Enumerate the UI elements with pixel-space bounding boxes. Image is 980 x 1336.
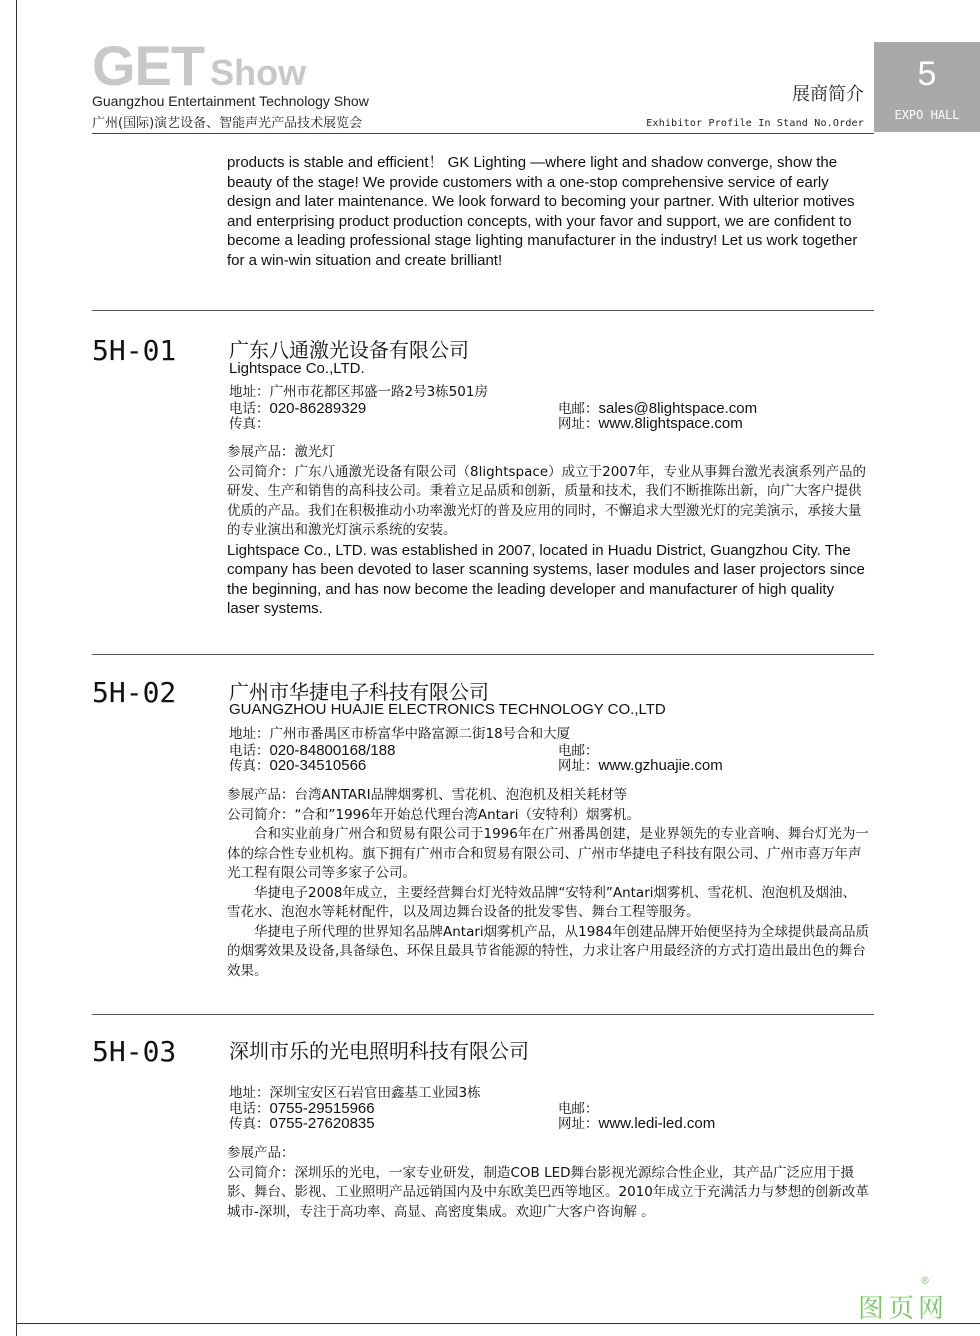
- hall-number: 5: [917, 55, 937, 93]
- company-name-en: GUANGZHOU HUAJIE ELECTRONICS TECHNOLOGY CO.,LTD: [229, 701, 666, 718]
- hall-badge: [874, 42, 980, 132]
- phone-label: 电话：: [229, 401, 270, 417]
- profile-paragraph: 公司简介：“合和”1996年开始总代理台湾Antari（安特利）烟雾机。: [227, 806, 641, 823]
- phone-value: 020-86289329: [269, 400, 367, 417]
- company-name-cn: 广东八通激光设备有限公司: [229, 338, 469, 362]
- company-profile: [227, 786, 869, 981]
- fax-label: 传真：: [229, 416, 270, 432]
- phone-value: 020-84800168/188: [269, 742, 396, 759]
- company-website: [558, 416, 743, 433]
- hall-label: EXPO HALL: [894, 108, 960, 122]
- company-website: [558, 758, 723, 775]
- page-frame-left: [16, 0, 17, 1336]
- exhibited-products: 参展产品：: [227, 1145, 295, 1161]
- exhibited-products: 参展产品：激光灯: [227, 444, 335, 460]
- phone-label: 电话：: [229, 743, 270, 759]
- site-watermark: 图页网: [858, 1294, 949, 1324]
- email-label: 电邮：: [558, 1101, 599, 1117]
- profile-paragraph: 华捷电子所代理的世界知名品牌Antari烟雾机产品，从1984年创建品牌开始便坚持为全球提供最高品质的烟雾效果及设备,具备绿色、环保且最具节省能源的特性，力求让客户用最经济的方式打造出最出色的舞台效果。: [227, 923, 870, 979]
- website-value: www.gzhuajie.com: [598, 757, 723, 774]
- get-show-logo: [92, 34, 307, 97]
- booth-number: 5H-03: [92, 1035, 177, 1068]
- registered-mark: ®: [920, 1276, 930, 1287]
- section-divider: [92, 1014, 874, 1015]
- page-subtitle: Exhibitor Profile In Stand No.Order: [646, 118, 864, 129]
- company-fax: [229, 416, 270, 433]
- logo-show-text: Show: [210, 52, 307, 93]
- website-value: www.ledi-led.com: [598, 1115, 716, 1132]
- intro-paragraph: products is stable and efficient！ GK Lighting —where light and shadow converge, show the beauty of the stage! We provide customers with a one-stop comprehensive service of early design and later maintenance. We look forward to becoming your partner. With ulterior motives and enterprising product production concepts, with your favor and support, we are confident to become a leading professional stage lighting manufacturer in the industry! Let us work together for a win-win situation and create brilliant!: [227, 154, 858, 269]
- company-fax: [229, 758, 366, 775]
- logo-chinese-name: 广州(国际)演艺设备、智能声光产品技术展览会: [92, 116, 363, 131]
- phone-label: 电话：: [229, 1101, 270, 1117]
- company-address: 地址：深圳宝安区石岩官田鑫基工业园3栋: [229, 1085, 481, 1101]
- logo-english-name: Guangzhou Entertainment Technology Show: [92, 93, 369, 109]
- website-value: www.8lightspace.com: [598, 415, 743, 432]
- company-profile: [227, 443, 869, 619]
- company-name-cn: 广州市华捷电子科技有限公司: [229, 680, 489, 704]
- page-frame-bottom: [16, 1323, 980, 1324]
- fax-label: 传真：: [229, 1116, 270, 1132]
- booth-number: 5H-01: [92, 334, 177, 367]
- header-divider: [92, 133, 874, 134]
- website-label: 网址：: [558, 1116, 599, 1132]
- profile-paragraph: 公司简介：广东八通激光设备有限公司（8lightspace）成立于2007年，专业从事舞台激光表演系列产品的研发、生产和销售的高科技公司。秉着立足品质和创新，质量和技术，我们不断推陈出新，向广大客户提供优质的产品。我们在积极推动小功率激光灯的普及应用的同时，不懈追求大型激光灯的完美演示，承接大量的专业演出和激光灯演示系统的安装。: [227, 463, 866, 538]
- profile-english: Lightspace Co., LTD. was established in 2007, located in Huadu District, Guangzhou City. The company has been devoted to laser scanning systems, laser modules and laser projectors since the beginning, and has now become the leading developer and manufacturer of high quality laser systems.: [227, 541, 865, 617]
- section-divider: [92, 654, 874, 655]
- company-profile: [227, 1144, 869, 1222]
- fax-label: 传真：: [229, 758, 270, 774]
- email-label: 电邮：: [558, 401, 599, 417]
- exhibited-products: 参展产品：台湾ANTARI品牌烟雾机、雪花机、泡泡机及相关耗材等: [227, 787, 628, 803]
- email-label: 电邮：: [558, 743, 599, 759]
- company-website: [558, 1116, 715, 1133]
- profile-paragraph: 公司简介：深圳乐的光电，一家专业研发，制造COB LED舞台影视光源综合性企业，其产品广泛应用于摄影、舞台、影视、工业照明产品远销国内及中东欧美巴西等地区。2010年成立于充满活力与梦想的创新改革城市-深圳，专注于高功率、高显、高密度集成。欢迎广大客户咨询解 。: [227, 1164, 869, 1220]
- phone-value: 0755-29515966: [269, 1100, 375, 1117]
- profile-paragraph: 华捷电子2008年成立，主要经营舞台灯光特效品牌“安特利”Antari烟雾机、雪花机、泡泡机及烟油、雪花水、泡泡水等耗材配件，以及周边舞台设备的批发零售、舞台工程等服务。: [227, 884, 857, 920]
- email-value: sales@8lightspace.com: [598, 400, 758, 417]
- company-address: 地址：广州市花都区邦盛一路2号3栋501房: [229, 384, 488, 400]
- fax-value: 0755-27620835: [269, 1115, 375, 1132]
- fax-value: 020-34510566: [269, 757, 367, 774]
- company-name-cn: 深圳市乐的光电照明科技有限公司: [229, 1039, 529, 1063]
- website-label: 网址：: [558, 416, 599, 432]
- company-name-en: Lightspace Co.,LTD.: [229, 360, 365, 377]
- page-title: 展商简介: [792, 84, 864, 105]
- profile-paragraph: 合和实业前身广州合和贸易有限公司于1996年在广州番禺创建，是业界领先的专业音响、舞台灯光为一体的综合性专业机构。旗下拥有广州市合和贸易有限公司、广州市华捷电子科技有限公司、广州市喜万年声光工程有限公司等多家子公司。: [227, 826, 869, 881]
- section-divider: [92, 310, 874, 311]
- logo-get-text: GET: [92, 34, 205, 97]
- website-label: 网址：: [558, 758, 599, 774]
- booth-number: 5H-02: [92, 676, 177, 709]
- company-address: 地址：广州市番禺区市桥富华中路富源二街18号合和大厦: [229, 726, 571, 742]
- company-fax: [229, 1116, 375, 1133]
